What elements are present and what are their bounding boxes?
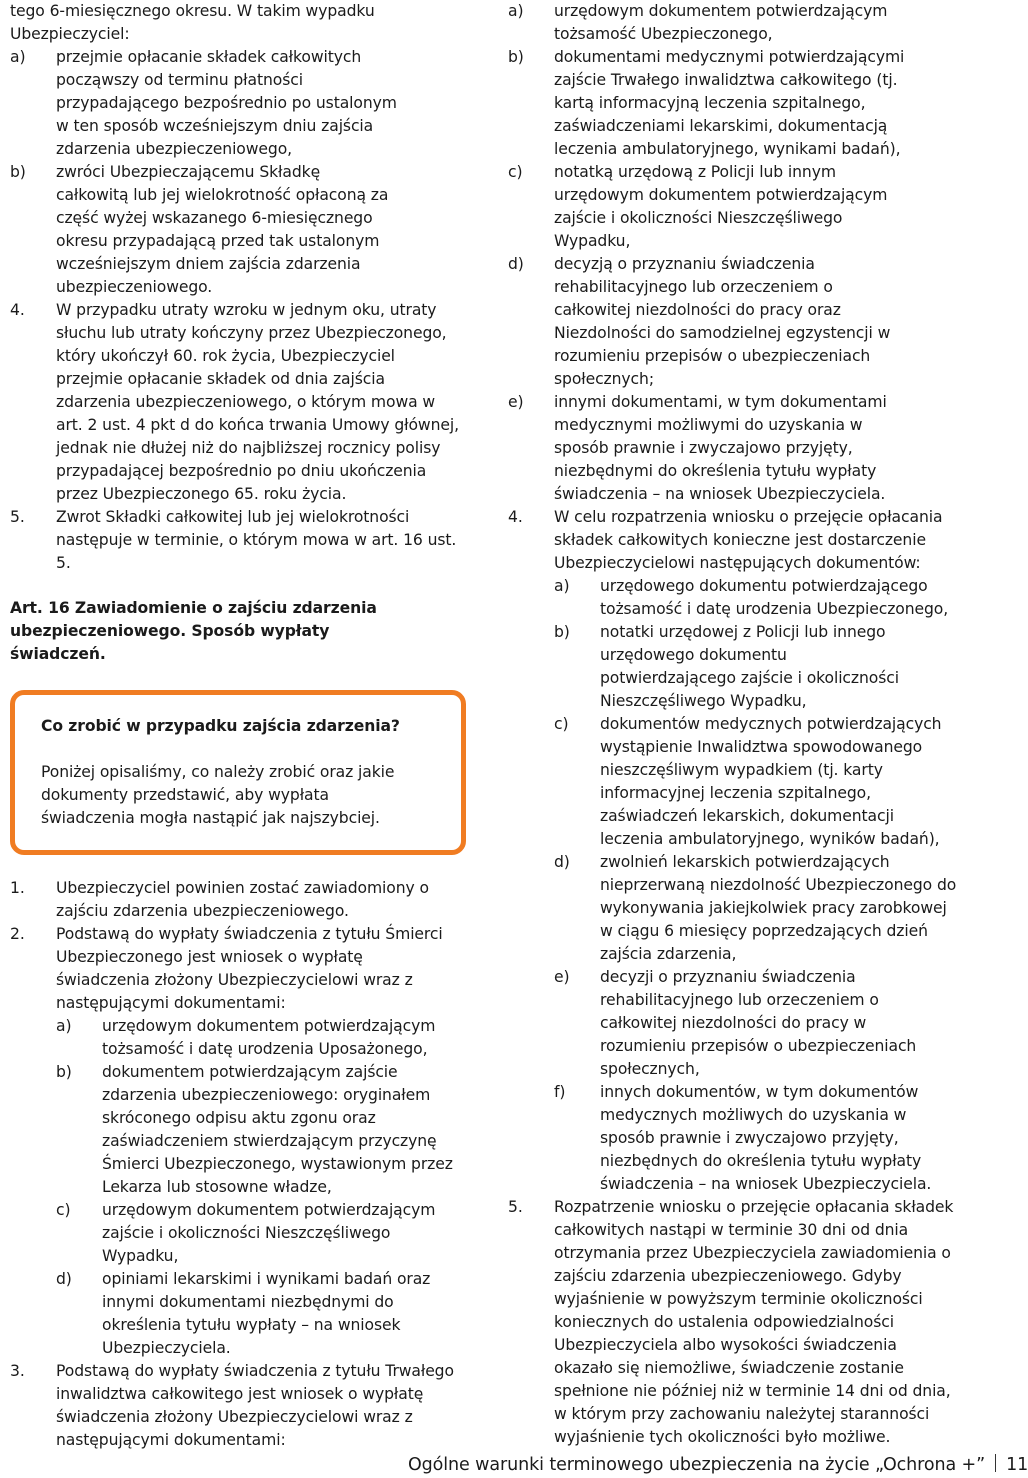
points-list (10, 299, 462, 575)
item-text: urzędowym dokumentem potwierdzającym tożsamość Ubezpieczonego, (554, 2, 888, 43)
item-text: zwróci Ubezpieczającemu Składkę całkowitą lub jej wielokrotność opłaconą za część wyżej wskazanego 6-miesięcznego okresu przypadającą przed tak ustalonym wcześniejszym dniem zajścia zdarzenia ubezpieczeniowego. (56, 163, 389, 296)
item-label: c) (554, 715, 569, 733)
item-label: 2. (10, 925, 25, 943)
item-label: e) (508, 393, 524, 411)
item-label: a) (10, 48, 26, 66)
item-label: a) (508, 2, 524, 20)
item-text: innych dokumentów, w tym dokumentów medycznych możliwych do uzyskania w sposób prawnie i zwyczajowo przyjęty, niezbędnych do określenia tytułu wypłaty świadczenia – na wniosek Ubezpieczyciela. (600, 1083, 932, 1193)
list-item (508, 46, 958, 161)
left-column (10, 0, 462, 1452)
item-label: b) (508, 48, 524, 66)
info-box (10, 690, 466, 855)
list-item (508, 1196, 958, 1449)
item-label: d) (56, 1270, 72, 1288)
info-box-title: Co zrobić w przypadku zajścia zdarzenia? (41, 717, 400, 735)
item-label: a) (56, 1017, 72, 1035)
right-points-list (508, 506, 958, 1449)
list-item (10, 161, 462, 299)
item-text: Zwrot Składki całkowitej lub jej wielokrotności następuje w terminie, o którym mowa w art. 16 ust. 5. (56, 508, 457, 572)
intro-text: tego 6-miesięcznego okresu. W takim wypadku Ubezpieczyciel: (10, 2, 375, 43)
item-text: Rozpatrzenie wniosku o przejęcie opłacania składek całkowitych nastąpi w terminie 30 dni od dnia otrzymania przez Ubezpieczyciela zawiadomienia o zajściu zdarzenia ubezpieczeniowego. Gdyby wyjaśnienie w powyższym terminie okoliczności koniecznych do ustalenia odpowiedzialności Ubezpieczyciela albo wysokości świadczenia okazało się niemożliwe, świadczenie zostanie spełnione nie później niż w terminie 14 dni od dnia, w którym przy zachowaniu należytej staranności wyjaśnienie tych okoliczności było możliwe. (554, 1198, 954, 1446)
item-text: dokumentami medycznymi potwierdzającymi zajście Trwałego inwalidztwa całkowitego (tj. kartą informacyjną leczenia szpitalnego, zaświadczeniami lekarskimi, dokumentacją leczenia ambulatoryjnego, wynikami badań), (554, 48, 905, 158)
item-text: urzędowego dokumentu potwierdzającego tożsamość i datę urodzenia Ubezpieczonego, (600, 577, 949, 618)
list-item (508, 391, 958, 506)
item-text: opiniami lekarskimi i wynikami badań oraz innymi dokumentami niezbędnymi do określenia tytułu wypłaty – na wniosek Ubezpieczyciela. (102, 1270, 431, 1357)
sub-list (56, 1015, 462, 1360)
intro-list (10, 46, 462, 299)
info-box-text: Poniżej opisaliśmy, co należy zrobić oraz jakie dokumenty przedstawić, aby wypłata świadczenia mogła nastąpić jak najszybciej. (41, 763, 395, 827)
item-label: 5. (508, 1198, 523, 1216)
item-text: innymi dokumentami, w tym dokumentami medycznymi możliwymi do uzyskania w sposób prawnie i zwyczajowo przyjęty, niezbędnymi do określenia tytułu wypłaty świadczenia – na wniosek Ubezpieczyciela. (554, 393, 887, 503)
item-text: dokumentem potwierdzającym zajście zdarzenia ubezpieczeniowego: oryginałem skróconego odpisu aktu zgonu oraz zaświadczeniem stwierdzającym przyczynę Śmierci Ubezpieczonego, wystawionym przez Lekarza lub stosowne władze, (102, 1063, 453, 1196)
sub-list (554, 575, 958, 1196)
item-text: notatki urzędowej z Policji lub innego urzędowego dokumentu potwierdzającego zajście i okoliczności Nieszczęśliwego Wypadku, (600, 623, 899, 710)
item-label: d) (508, 255, 524, 273)
list-item (10, 506, 462, 575)
footer-title: Ogólne warunki terminowego ubezpieczenia na życie „Ochrona +” (408, 1455, 986, 1475)
list-item (508, 253, 958, 391)
list-item (554, 575, 958, 621)
footer-divider (995, 1454, 996, 1472)
list-item (554, 1081, 958, 1196)
item-label: d) (554, 853, 570, 871)
list-item (10, 1268, 462, 1360)
item-label: a) (554, 577, 570, 595)
list-item (10, 923, 462, 1360)
item-text: notatką urzędową z Policji lub innym urzędowym dokumentem potwierdzającym zajście i okoliczności Nieszczęśliwego Wypadku, (554, 163, 888, 250)
article-heading: Art. 16 Zawiadomienie o zajściu zdarzenia ubezpieczeniowego. Sposób wypłaty świadczeń. (10, 599, 377, 663)
list-item (554, 966, 958, 1081)
list-item (10, 1015, 462, 1061)
item-text: W celu rozpatrzenia wniosku o przejęcie opłacania składek całkowitych konieczne jest dostarczenie Ubezpieczycielowi następujących dokumentów: (554, 508, 943, 572)
list-item (554, 713, 958, 851)
item-label: 4. (508, 508, 523, 526)
item-text: W przypadku utraty wzroku w jednym oku, utraty słuchu lub utraty kończyny przez Ubezpieczonego, który ukończył 60. rok życia, Ubezpieczyciel przejmie opłacanie składek od dnia zajścia zdarzenia ubezpieczeniowego, o którym mowa w art. 2 ust. 4 pkt d do końca trwania Umowy głównej, jednak nie dłużej niż do najbliższej rocznicy polisy przypadającej bezpośrednio po dniu ukończenia przez Ubezpieczonego 65. roku życia. (56, 301, 459, 503)
item-label: c) (508, 163, 523, 181)
item-text: decyzją o przyznaniu świadczenia rehabilitacyjnego lub orzeczeniem o całkowitej niezdolności do pracy oraz Niezdolności do samodzielnej egzystencji w rozumieniu przepisów o ubezpieczeniach społecznych; (554, 255, 891, 388)
list-item (554, 851, 958, 966)
item-label: 4. (10, 301, 25, 319)
item-text: urzędowym dokumentem potwierdzającym tożsamość i datę urodzenia Uposażonego, (102, 1017, 436, 1058)
item-label: 3. (10, 1362, 25, 1380)
list-item (10, 299, 462, 506)
list-item (10, 46, 462, 161)
item-label: 5. (10, 508, 25, 526)
list-item (10, 1360, 462, 1452)
p3-sub-list (508, 0, 958, 506)
item-text: zwolnień lekarskich potwierdzających nieprzerwaną niezdolność Ubezpieczonego do wykonywania jakiejkolwiek pracy zarobkowej w ciągu 6 miesięcy poprzedzających dzień zajścia zdarzenia, (600, 853, 957, 963)
page-number: 11 (1006, 1455, 1028, 1475)
item-label: 1. (10, 879, 25, 897)
list-item (554, 621, 958, 713)
list-item (10, 1199, 462, 1268)
right-column (508, 0, 958, 1449)
item-text: Podstawą do wypłaty świadczenia z tytułu Trwałego inwalidztwa całkowitego jest wniosek o wypłatę świadczenia złożony Ubezpieczycielowi wraz z następującymi dokumentami: (56, 1362, 454, 1449)
list-item (508, 161, 958, 253)
item-label: b) (10, 163, 26, 181)
item-text: Podstawą do wypłaty świadczenia z tytułu Śmierci Ubezpieczonego jest wniosek o wypłatę świadczenia złożony Ubezpieczycielowi wraz z następującymi dokumentami: (56, 925, 443, 1012)
item-text: Ubezpieczyciel powinien zostać zawiadomiony o zajściu zdarzenia ubezpieczeniowego. (56, 879, 429, 920)
item-label: c) (56, 1201, 71, 1219)
item-text: przejmie opłacanie składek całkowitych począwszy od terminu płatności przypadającego bezpośrednio po ustalonym w ten sposób wcześniejszym dniu zajścia zdarzenia ubezpieczeniowego, (56, 48, 397, 158)
item-label: f) (554, 1083, 566, 1101)
item-text: urzędowym dokumentem potwierdzającym zajście i okoliczności Nieszczęśliwego Wypadku, (102, 1201, 436, 1265)
item-text: dokumentów medycznych potwierdzających wystąpienie Inwalidztwa spowodowanego nieszczęśliwym wypadkiem (tj. karty informacyjnej leczenia szpitalnego, zaświadczeń lekarskich, dokumentacji leczenia ambulatoryjnego, wyników badań), (600, 715, 942, 848)
item-label: b) (56, 1063, 72, 1081)
item-text: decyzji o przyznaniu świadczenia rehabilitacyjnego lub orzeczeniem o całkowitej niezdolności do pracy w rozumieniu przepisów o ubezpieczeniach społecznych, (600, 968, 917, 1078)
procedure-list (10, 877, 462, 1452)
list-item (508, 506, 958, 1196)
list-item (508, 0, 958, 46)
list-item (10, 877, 462, 923)
page-footer (408, 1453, 1028, 1477)
item-label: e) (554, 968, 570, 986)
item-label: b) (554, 623, 570, 641)
list-item (10, 1061, 462, 1199)
